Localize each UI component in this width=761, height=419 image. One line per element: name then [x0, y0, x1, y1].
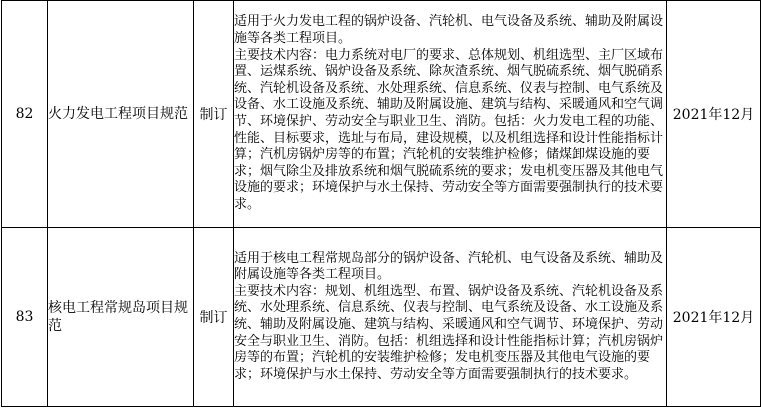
row-number: 82 [2, 1, 48, 228]
scope-text: 适用于核电工程常规岛部分的锅炉设备、汽轮机、电气设备及系统、辅助及附属设施等各类工程项目。 [234, 250, 664, 283]
standard-name: 核电工程常规岛项目规范 [48, 228, 194, 407]
work-type: 制订 [194, 1, 234, 228]
main-content-text: 主要技术内容：电力系统对电厂的要求、总体规划、机组选型、主厂区域布置、运煤系统、锅炉设备及系统、除灰渣系统、烟气脱硫系统、烟气脱硝系统、汽轮机设备及系统、水处理系统、信息系统、仪表与控制、电气系统及设备、水工设施及系统、辅助及附属设施、建筑与结构、采暖通风和空气调节、环境保护、劳动安全与职业卫生、消防。包括：火力发电工程的功能、性能、目标要求，选址与布局，建设规模，以及机组选择和设计性能指标计算；汽机房锅炉房等的布置；汽轮机的安装维护检修；储煤卸煤设施的要求；烟气除尘及排放系统和烟气脱硫系统的要求；发电机变压器及其他电气设施的要求；环境保护与水土保持、劳动安全等方面需要强制执行的技术要求。 [234, 47, 664, 212]
row-number: 83 [2, 228, 48, 407]
standard-name: 火力发电工程项目规范 [48, 1, 194, 228]
technical-content-cell [234, 228, 667, 407]
technical-content-cell [234, 1, 667, 228]
completion-date: 2021年12月 [667, 228, 761, 407]
scope-text: 适用于火力发电工程的锅炉设备、汽轮机、电气设备及系统、辅助及附属设施等各类工程项目。 [234, 14, 664, 47]
table-row [2, 228, 761, 407]
work-type: 制订 [194, 228, 234, 407]
main-content-text: 主要技术内容：规划、机组选型、布置、锅炉设备及系统、汽轮机设备及系统、水处理系统、信息系统、仪表与控制、电气系统及设备、水工设施及系统、辅助及附属设施、建筑与结构、采暖通风和空气调节、环境保护、劳动安全与职业卫生、消防。包括：机组选择和设计性能指标计算；汽机房锅炉房等的布置；汽轮机的安装维护检修；发电机变压器及其他电气设施的要求；环境保护与水土保持、劳动安全等方面需要强制执行的技术要求。 [234, 283, 664, 382]
standards-table [1, 0, 761, 407]
table-row [2, 1, 761, 228]
completion-date: 2021年12月 [667, 1, 761, 228]
